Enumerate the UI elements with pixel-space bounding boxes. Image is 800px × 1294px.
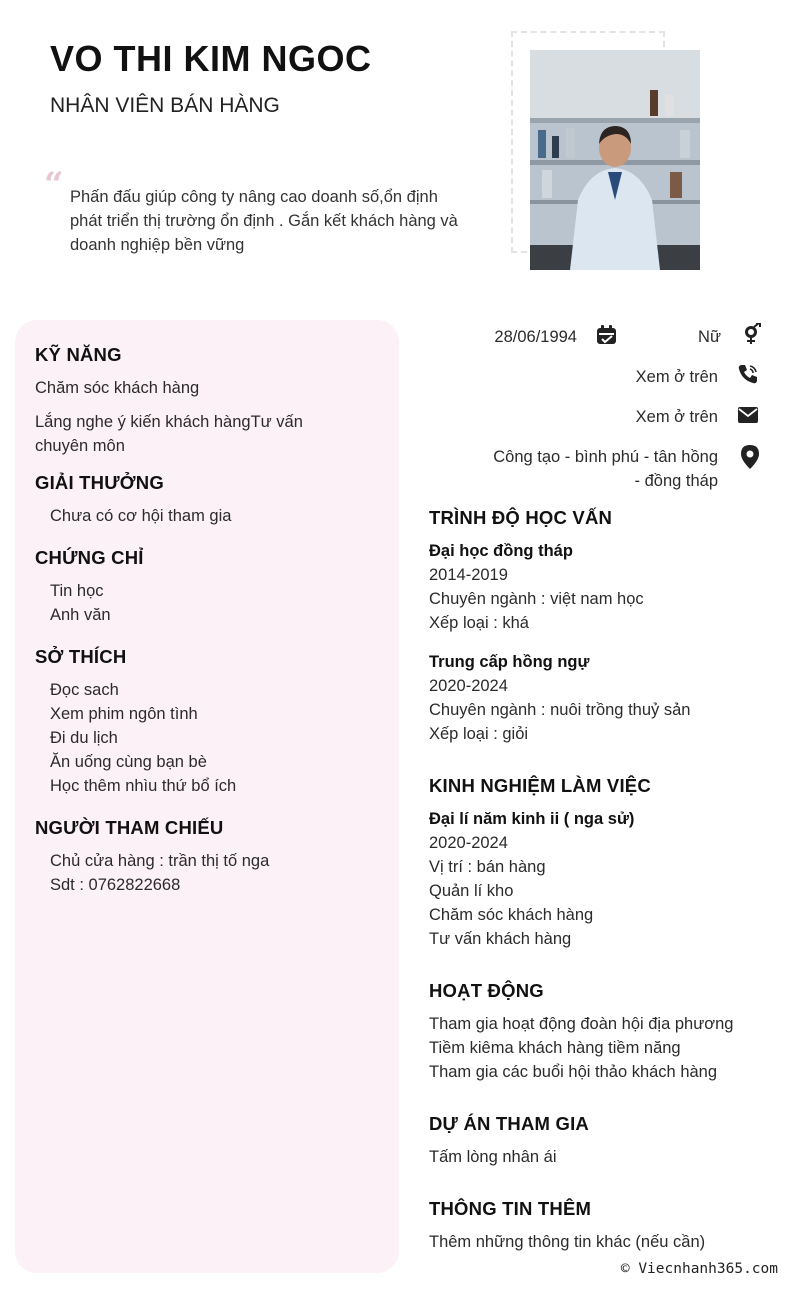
education-major: Chuyên ngành : việt nam học [429, 590, 644, 608]
hobby-item: Đọc sach [50, 681, 119, 699]
location-pin-icon [739, 444, 761, 470]
experience-detail: Quản lí kho [429, 882, 514, 900]
skills-title: KỸ NĂNG [35, 344, 122, 365]
education-title: TRÌNH ĐỘ HỌC VẤN [429, 507, 613, 528]
skill-item: Chăm sóc khách hàng [35, 379, 200, 397]
hobby-item: Xem phim ngôn tình [50, 705, 198, 723]
projects-title: DỰ ÁN THAM GIA [429, 1113, 589, 1134]
gender-value: Nữ [698, 328, 721, 346]
education-grade: Xếp loại : giỏi [429, 725, 529, 743]
certificate-item: Anh văn [50, 606, 111, 624]
reference-item: Chủ cửa hàng : trần thị tố nga [50, 852, 270, 870]
education-school: Đại học đồng tháp [429, 542, 573, 560]
phone-icon [737, 363, 759, 385]
hobbies-title: SỞ THÍCH [35, 646, 127, 667]
award-item: Chưa có cơ hội tham gia [50, 507, 232, 525]
email-value: Xem ở trên [635, 408, 718, 426]
education-major: Chuyên ngành : nuôi trồng thuỷ sản [429, 701, 691, 719]
skill-item: Lắng nghe ý kiến khách hàngTư vấn chuyên môn [35, 413, 303, 455]
activity-item: Tham gia hoạt động đoàn hội địa phương [429, 1015, 734, 1033]
quote-icon: “ [44, 165, 64, 205]
project-item: Tấm lòng nhân ái [429, 1148, 557, 1166]
profile-photo [530, 50, 700, 270]
education-years: 2014-2019 [429, 566, 508, 584]
gender-icon [739, 323, 761, 345]
hobby-item: Ăn uống cùng bạn bè [50, 753, 207, 771]
certificate-item: Tin học [50, 582, 104, 600]
experience-title: KINH NGHIỆM LÀM VIỆC [429, 775, 651, 796]
certificates-title: CHỨNG CHỈ [35, 547, 144, 568]
education-years: 2020-2024 [429, 677, 508, 695]
address-line-2: - đồng tháp [634, 472, 718, 490]
references-title: NGƯỜI THAM CHIẾU [35, 817, 224, 838]
career-objective: Phấn đấu giúp công ty nâng cao doanh số,ổn định phát triển thị trường ổn định . Gắn kết khách hàng và doanh nghiệp bền vững [70, 188, 458, 254]
hobby-item: Đi du lịch [50, 729, 118, 747]
candidate-name: VO THI KIM NGOC [50, 38, 372, 79]
copyright-footer: © Viecnhanh365.com [620, 1261, 778, 1277]
awards-title: GIẢI THƯỞNG [35, 472, 164, 493]
reference-item: Sdt : 0762822668 [50, 876, 181, 894]
education-school: Trung cấp hồng ngự [429, 653, 590, 671]
extra-info-title: THÔNG TIN THÊM [429, 1198, 592, 1219]
phone-value: Xem ở trên [635, 368, 718, 386]
calendar-icon [596, 324, 618, 346]
experience-detail: Tư vấn khách hàng [429, 930, 572, 948]
job-title: NHÂN VIÊN BÁN HÀNG [50, 94, 280, 117]
experience-detail: Chăm sóc khách hàng [429, 906, 594, 924]
experience-detail: Vị trí : bán hàng [429, 858, 546, 876]
experience-years: 2020-2024 [429, 834, 508, 852]
envelope-icon [737, 404, 759, 426]
hobby-item: Học thêm nhìu thứ bổ ích [50, 777, 237, 795]
extra-info-item: Thêm những thông tin khác (nếu cần) [429, 1233, 706, 1251]
activity-item: Tiềm kiêma khách hàng tiềm năng [429, 1039, 681, 1057]
experience-company: Đại lí năm kinh ii ( nga sử) [429, 810, 635, 828]
education-grade: Xếp loại : khá [429, 614, 529, 632]
activities-title: HOẠT ĐỘNG [429, 980, 544, 1001]
birthday-value: 28/06/1994 [494, 328, 577, 346]
activity-item: Tham gia các buổi hội thảo khách hàng [429, 1063, 718, 1081]
address-line-1: Công tạo - bình phú - tân hồng [493, 448, 718, 466]
